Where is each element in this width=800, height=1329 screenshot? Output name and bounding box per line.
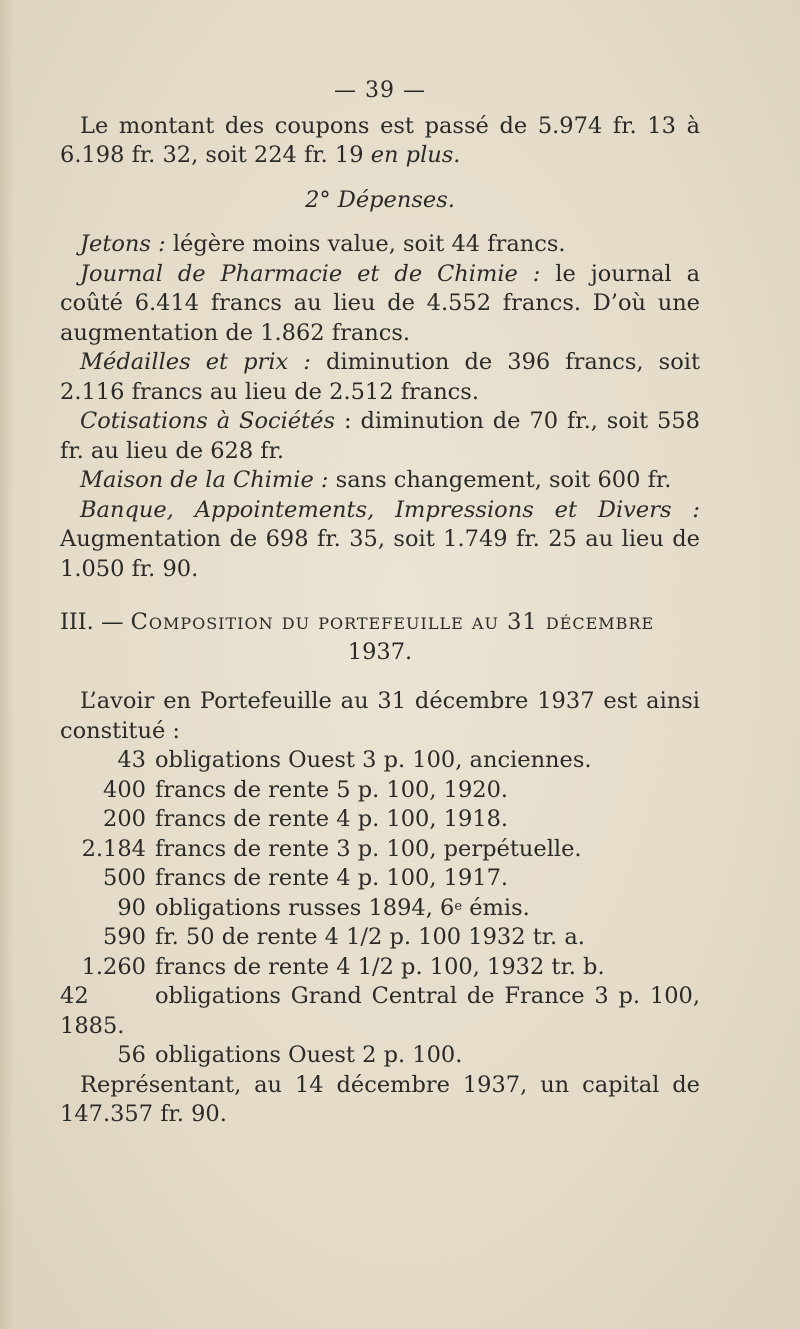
holding-row: 1.260 francs de rente 4 1/2 p. 100, 1932 tr. b. [81, 953, 605, 980]
coupons-paragraph: Le montant des coupons est passé de 5.974 fr. 13 à 6.198 fr. 32, soit 224 fr. 19 en plus. [60, 112, 700, 168]
expense-item: Journal de Pharmacie et de Chimie : le journal a coûté 6.414 francs au lieu de 4.552 francs. D’où une augmentation de 1.862 francs. [60, 260, 700, 346]
holding-row: 400 francs de rente 5 p. 100, 1920. [103, 776, 509, 803]
holding-row: 90 obligations russes 1894, 6e émis. [117, 894, 530, 921]
section-heading-year: 1937. [347, 638, 413, 665]
intro-paragraph: L’avoir en Portefeuille au 31 décembre 1937 est ainsi constitué : [60, 688, 700, 744]
expense-item: Maison de la Chimie : sans changement, soit 600 fr. [80, 467, 672, 493]
coupons-italic-note: en plus. [370, 142, 461, 168]
holding-row: 200 francs de rente 4 p. 100, 1918. [103, 806, 509, 832]
holding-row: 2.184 francs de rente 3 p. 100, perpétuelle. [81, 835, 582, 862]
holding-row: 42 obligations Grand Central de France 3 p. 100, 1885. [60, 983, 700, 1039]
depenses-heading: 2° Dépenses. [305, 186, 455, 213]
expenses-list [60, 230, 700, 584]
holdings-list [60, 746, 700, 1071]
holding-row: 43 obligations Ouest 3 p. 100, anciennes. [117, 747, 592, 773]
expense-item: Jetons : légère moins value, soit 44 francs. [80, 231, 566, 257]
holding-row: 56 obligations Ouest 2 p. 100. [117, 1042, 463, 1068]
expense-item: Médailles et prix : diminution de 396 francs, soit 2.116 francs au lieu de 2.512 francs. [60, 349, 700, 405]
holding-row: 500 francs de rente 4 p. 100, 1917. [103, 865, 509, 891]
expense-item: Banque, Appointements, Impressions et Divers : Augmentation de 698 fr. 35, soit 1.749 fr. 25 au lieu de 1.050 fr. 90. [60, 496, 700, 582]
closing-paragraph: Représentant, au 14 décembre 1937, un capital de 147.357 fr. 90. [60, 1071, 700, 1127]
page-number: — 39 — [334, 78, 426, 103]
holding-row: 590 fr. 50 de rente 4 1/2 p. 100 1932 tr. a. [103, 924, 585, 950]
page-content [60, 76, 700, 1130]
expense-item: Cotisations à Sociétés : diminution de 70 fr., soit 558 fr. au lieu de 628 fr. [60, 408, 701, 464]
section-heading: III. — Composition du portefeuille au 31 décembre [60, 609, 655, 635]
